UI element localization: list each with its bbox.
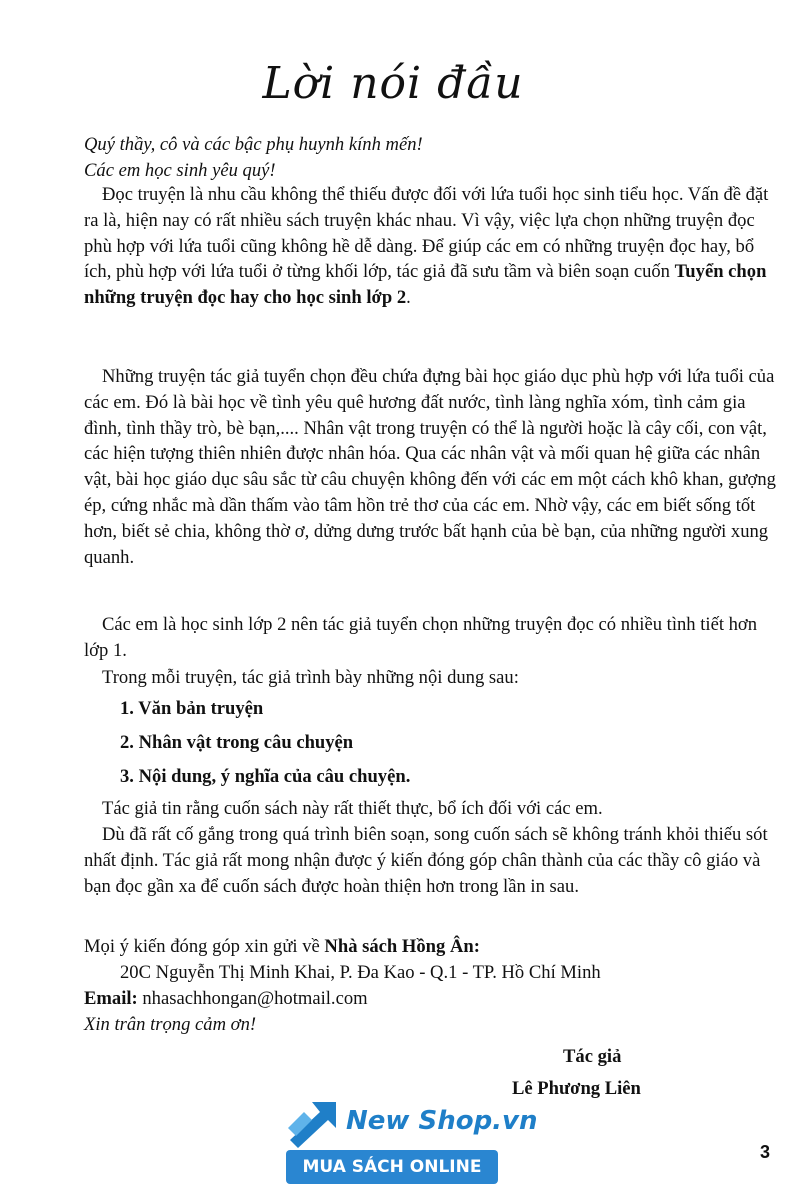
list-item: 1. Văn bản truyện xyxy=(120,698,264,719)
signature-role: Tác giả xyxy=(563,1046,622,1067)
paragraph-3: Các em là học sinh lớp 2 nên tác giả tuyển chọn những truyện đọc có nhiều tình tiết hơn lớp 1. xyxy=(84,614,758,661)
logo-name: New Shop.vn xyxy=(346,1106,538,1136)
content-list xyxy=(120,692,786,794)
paragraph-text: Đọc truyện là nhu cầu không thể thiếu được đối với lứa tuổi học sinh tiểu học. Vấn đề đặt ra là, hiện nay có rất nhiều sách truyện khác nhau. Vì vậy, việc lựa chọn những truyện đọc phù hợp với lứa tuổi cũng không hề dễ dàng. Để giúp các em có những truyện đọc hay, bổ ích, phù hợp với lứa tuổi ở từng khối lớp, tác giả đã sưu tầm và biên soạn cuốn xyxy=(84,184,769,283)
paragraph-text: Mọi ý kiến đóng góp xin gửi về xyxy=(84,936,325,957)
paragraph-5: Tác giả tin rằng cuốn sách này rất thiết thực, bổ ích đối với các em. xyxy=(102,798,603,819)
paragraph-2: Những truyện tác giả tuyển chọn đều chứa đựng bài học giáo dục phù hợp với lứa tuổi của các em. Đó là bài học về tình yêu quê hương đất nước, tình làng nghĩa xóm, tình cảm gia đình, tình thầy trò, bè bạn,.... Nhân vật trong truyện có thể là người hoặc là cây cối, con vật, các hiện tượng thiên nhiên được nhân hóa. Qua các nhân vật và mối quan hệ giữa các nhân vật, bài học giáo dục sâu sắc từ câu chuyện không đến với các em một cách khô khan, gượng ép, cứng nhắc mà dần thấm vào tâm hồn trẻ thơ của các em. Nhờ vậy, các em biết sống tốt hơn, biết sẻ chia, không thờ ơ, dửng dưng trước bất hạnh của bè bạn, của những người xung quanh. xyxy=(84,366,776,568)
paragraph-4: Trong mỗi truyện, tác giả trình bày những nội dung sau: xyxy=(102,667,519,688)
greeting-line: Quý thầy, cô và các bậc phụ huynh kính mến! xyxy=(84,134,423,155)
email-label: Email: xyxy=(84,988,138,1009)
logo-arrow-icon xyxy=(284,1098,342,1152)
page-number: 3 xyxy=(760,1142,771,1162)
page-title: Lời nói đầu xyxy=(262,58,524,109)
email-line xyxy=(84,986,784,1012)
paragraph-6: Dù đã rất cố gắng trong quá trình biên soạn, song cuốn sách sẽ không tránh khỏi thiếu sót nhất định. Tác giả rất mong nhận được ý kiến đóng góp chân thành của các thầy cô giáo và bạn đọc gần xa để cuốn sách được hoàn thiện hơn trong lần in sau. xyxy=(84,824,768,897)
greeting xyxy=(84,132,784,184)
publisher-name: Nhà sách Hồng Ân: xyxy=(324,936,480,957)
book-title-bold: Tuyển chọn những truyện đọc hay cho học sinh lớp 2 xyxy=(84,261,767,309)
list-item: 2. Nhân vật trong câu chuyện xyxy=(120,732,354,753)
paragraph-7 xyxy=(84,934,784,960)
logo-banner: MUA SÁCH ONLINE xyxy=(286,1150,498,1184)
publisher-address: 20C Nguyễn Thị Minh Khai, P. Đa Kao - Q.1 - TP. Hồ Chí Minh xyxy=(120,962,601,983)
paragraph-1 xyxy=(84,182,784,311)
signature-name: Lê Phương Liên xyxy=(512,1078,641,1099)
email-value: nhasachhongan@hotmail.com xyxy=(137,988,368,1009)
newshop-logo xyxy=(284,1098,538,1190)
list-item: 3. Nội dung, ý nghĩa của câu chuyện. xyxy=(120,766,411,787)
greeting-line: Các em học sinh yêu quý! xyxy=(84,159,276,181)
thanks-line: Xin trân trọng cảm ơn! xyxy=(84,1014,257,1035)
paragraph-end: . xyxy=(406,287,411,309)
